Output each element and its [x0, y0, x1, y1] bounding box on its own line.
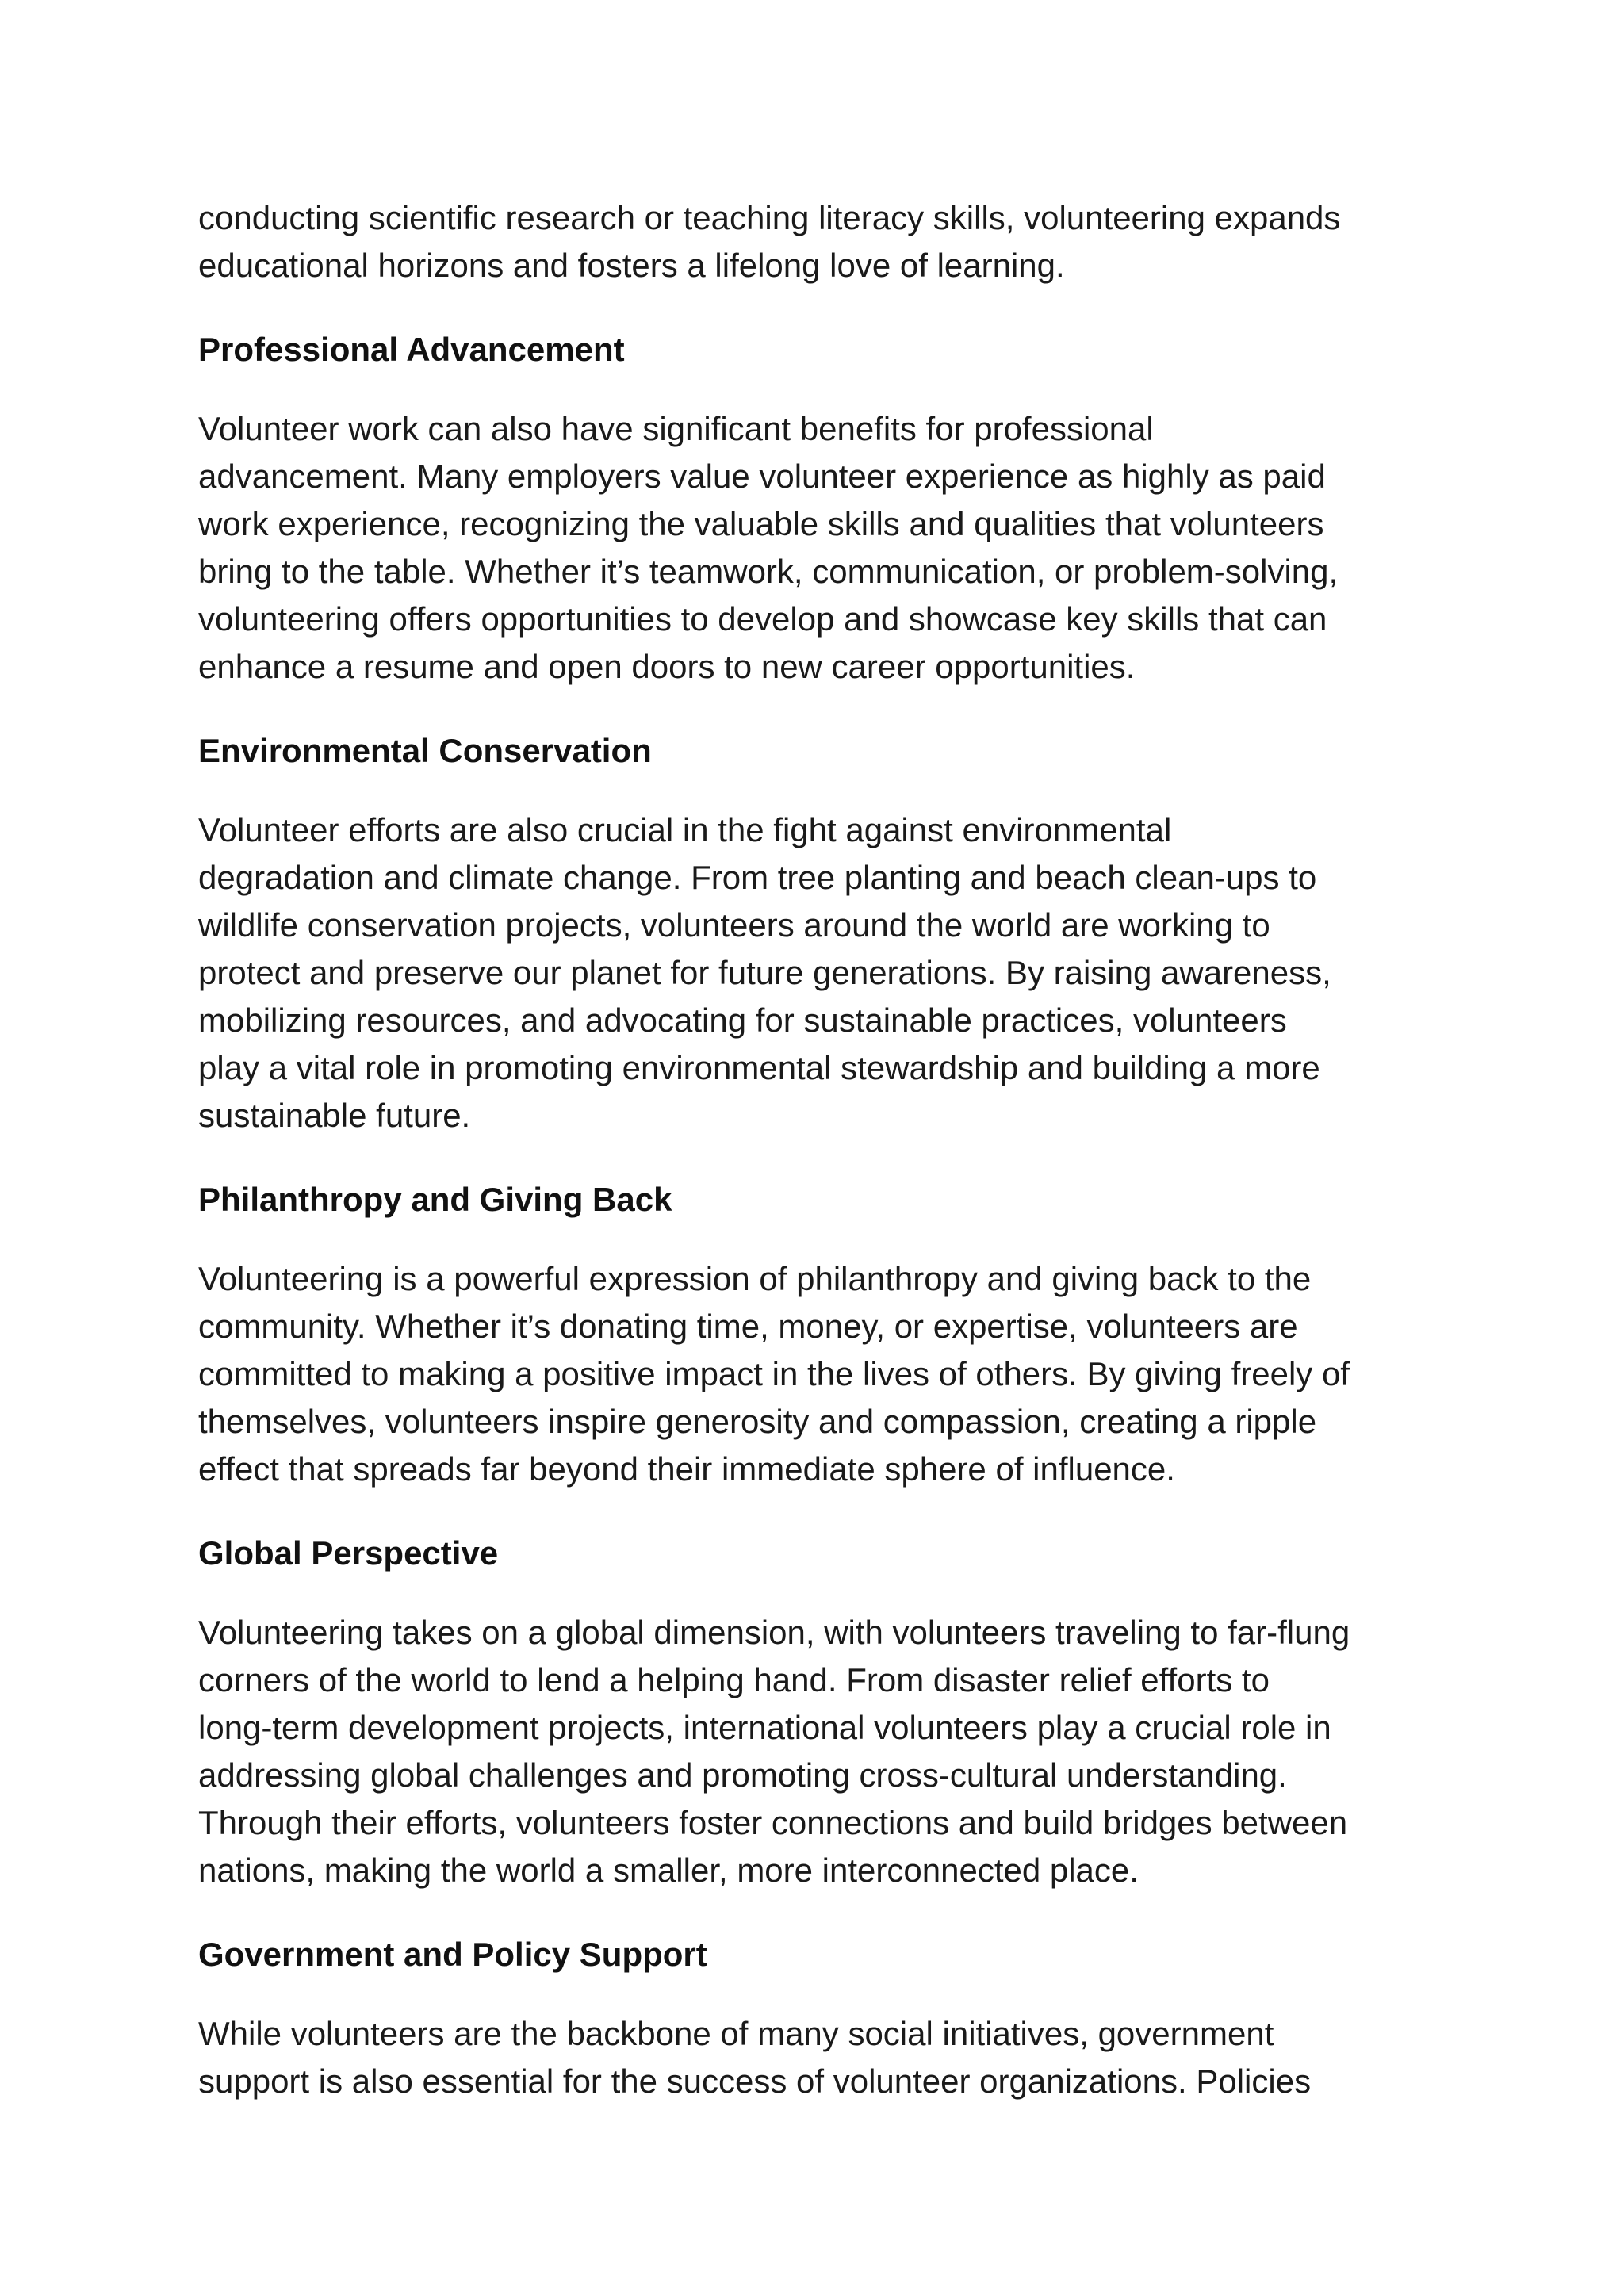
text-line: long-term development projects, international volunteers play a crucial role in — [198, 1709, 1331, 1746]
text-line: mobilizing resources, and advocating for sustainable practices, volunteers — [198, 1001, 1287, 1039]
text-line: themselves, volunteers inspire generosity and compassion, creating a ripple — [198, 1403, 1317, 1440]
text-line: enhance a resume and open doors to new career opportunities. — [198, 648, 1136, 685]
paragraph-professional-advancement — [198, 405, 1435, 691]
text-line: committed to making a positive impact in the lives of others. By giving freely of — [198, 1355, 1350, 1392]
text-line: volunteering offers opportunities to develop and showcase key skills that can — [198, 600, 1327, 638]
text-line: nations, making the world a smaller, more interconnected place. — [198, 1852, 1139, 1889]
paragraph-global-perspective — [198, 1609, 1435, 1894]
text-line: sustainable future. — [198, 1097, 471, 1134]
text-line: bring to the table. Whether it’s teamwork, communication, or problem-solving, — [198, 553, 1339, 590]
text-line: degradation and climate change. From tree planting and beach clean-ups to — [198, 859, 1317, 896]
text-line: community. Whether it’s donating time, money, or expertise, volunteers are — [198, 1308, 1298, 1345]
text-line: effect that spreads far beyond their immediate sphere of influence. — [198, 1450, 1175, 1488]
paragraph-environmental-conservation — [198, 806, 1435, 1139]
text-line: While volunteers are the backbone of many social initiatives, government — [198, 2015, 1274, 2052]
heading-government-and-policy-support: Government and Policy Support — [198, 1936, 707, 1973]
text-line: advancement. Many employers value volunteer experience as highly as paid — [198, 458, 1326, 495]
heading-global-perspective: Global Perspective — [198, 1534, 499, 1572]
text-line: Volunteer efforts are also crucial in the fight against environmental — [198, 811, 1172, 848]
text-line: conducting scientific research or teaching literacy skills, volunteering expands — [198, 199, 1341, 236]
text-line: support is also essential for the success of volunteer organizations. Policies — [198, 2062, 1312, 2100]
text-line: play a vital role in promoting environmental stewardship and building a more — [198, 1049, 1320, 1086]
text-line: corners of the world to lend a helping hand. From disaster relief efforts to — [198, 1661, 1270, 1698]
text-line: work experience, recognizing the valuable skills and qualities that volunteers — [198, 505, 1324, 542]
document-body — [198, 194, 1435, 2105]
heading-environmental-conservation: Environmental Conservation — [198, 732, 652, 769]
text-line: educational horizons and fosters a lifelong love of learning. — [198, 247, 1065, 284]
text-line: protect and preserve our planet for future generations. By raising awareness, — [198, 954, 1331, 991]
text-line: Volunteer work can also have significant benefits for professional — [198, 410, 1154, 447]
heading-philanthropy-and-giving-back: Philanthropy and Giving Back — [198, 1181, 672, 1218]
text-line: Volunteering takes on a global dimension, with volunteers traveling to far-flung — [198, 1614, 1350, 1651]
paragraph-philanthropy-and-giving-back — [198, 1255, 1435, 1493]
text-line: wildlife conservation projects, volunteers around the world are working to — [198, 906, 1270, 944]
continued-paragraph — [198, 194, 1435, 289]
text-line: Volunteering is a powerful expression of philanthropy and giving back to the — [198, 1260, 1312, 1297]
text-line: addressing global challenges and promoting cross-cultural understanding. — [198, 1756, 1287, 1794]
heading-professional-advancement: Professional Advancement — [198, 331, 625, 368]
paragraph-government-and-policy-support — [198, 2010, 1435, 2105]
text-line: Through their efforts, volunteers foster connections and build bridges between — [198, 1804, 1348, 1841]
